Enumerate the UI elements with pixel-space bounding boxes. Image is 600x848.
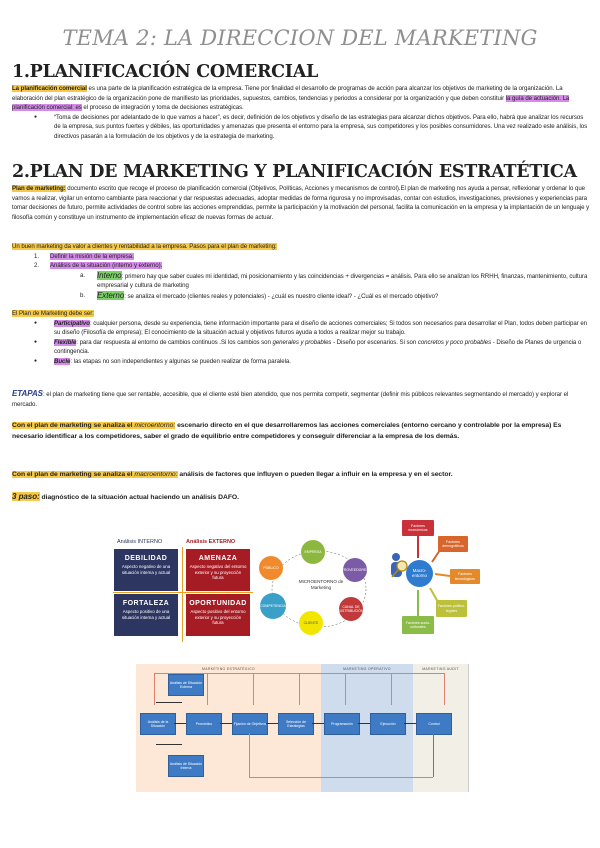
cell-title: DEBILIDAD <box>124 555 168 562</box>
macroentorno-figure <box>380 512 520 652</box>
participativo-label: Participativo <box>54 319 90 327</box>
step-text: Definir la misión de la empresa. <box>50 252 134 260</box>
paso-text: diagnóstico de la situación actual haciendo un análisis DAFO. <box>39 494 240 501</box>
step-1 <box>12 252 590 262</box>
flexible-italic-b: concretos y poco probables <box>417 338 492 346</box>
step-text: Análisis de la situación (interno y externo). <box>50 262 163 270</box>
must-be-block <box>12 309 590 367</box>
factor-socio-culturales: Factores socio-culturales <box>402 616 434 634</box>
cell-desc: Aspecto positivo del entorno exterior y su proyección futura <box>190 609 246 625</box>
zone-label: MARKETING ESTRATÉGICO <box>202 667 255 671</box>
substep-interno <box>12 271 590 291</box>
cell-desc: Aspecto negativo de una situación interna y actual <box>121 564 171 575</box>
internal-header: Análisis INTERNO <box>117 539 163 545</box>
participativo-text: : cualquier persona, desde su experiencia, tiene información importante para el diseño de acciones comerciales; Si todos son necesarios para desarrollar el Plan, todos deben participar en su diseño (Filosofía de empresa); El conocimiento de la situación actual y objetivos futuros ayuda a todos a realizar mejor su trabajo. <box>54 319 588 337</box>
flexible-italic-a: generales y probables <box>272 338 332 346</box>
cell-title: AMENAZA <box>198 555 238 562</box>
must-be-flexible <box>12 338 590 357</box>
node-canal: CANAL DE DISTRIBUCIÓN <box>339 597 363 621</box>
marketing-process-diagram <box>136 664 470 792</box>
microentorno-paragraph <box>12 420 590 442</box>
planificacion-highlight: La planificación comercial <box>12 85 87 92</box>
box-ejecucion: Ejecución <box>370 713 406 735</box>
externo-label: Externo <box>97 290 125 300</box>
micro-text: escenario directo en el que desarrollaremos las acciones comerciales (entorno cercano y controlable por la empresa) Es necesario identificar a los competidores, saber el grado de equilibrio entre competidores y conseguir diferenciar a la empresa de los demás. <box>12 422 562 440</box>
external-header: Análisis EXTERNO <box>186 539 236 545</box>
dafo-horizontal-divider <box>113 592 253 593</box>
dafo-oportunidad <box>186 594 250 636</box>
flexible-text-b: - Diseño por escenarios. Si son <box>331 338 418 346</box>
zone-label: MARKETING OPERATIVO <box>343 667 391 671</box>
dafo-figure <box>113 539 253 647</box>
interno-label: Interno <box>97 270 122 280</box>
section-1-text-b: el proceso de integración y toma de decisiones estratégicas. <box>81 104 244 112</box>
dafo-vertical-divider <box>182 547 183 642</box>
etapas-label: ETAPAS <box>12 389 43 398</box>
plan-marketing-text: documento escrito que recoge el proceso de planificación comercial (Objetivos, Políticas, Acciones y mecanismos de control).El plan de marketing nos ayuda a pensar, reflexionar y ordenar lo que vamos a realizar, vigilar un entorno cambiante para reaccionar y dar respuestas adecuadas, adoptar medidas de forma rigurosa y no improvisadas, contar con estudios, investigaciones, previsiones y experiencias para tomar decisiones de futuro, permite actividades de control sobre las acciones emprendidas, permite la participación y la motivación del personal, facilita la comunicación en la empresa y la implantación de un lenguaje y filosofía común y constituye un instrumento de implementación eficaz de nuevas formas de actuar. <box>12 185 590 221</box>
plan-marketing-paragraph <box>12 184 590 222</box>
section-2-heading: 2.PLAN DE MARKETING Y PLANIFICACIÓN ESTRATÉTICA <box>12 162 577 182</box>
node-publico: PÚBLICO <box>259 556 283 580</box>
macroentorno-paragraph <box>12 469 590 480</box>
cell-title: OPORTUNIDAD <box>189 600 247 607</box>
flexible-label: Flexible <box>54 338 77 346</box>
page-title: TEMA 2: LA DIRECCION DEL MARKETING <box>62 26 538 50</box>
cell-desc: Aspecto positivo de una situación interna y actual <box>121 609 171 620</box>
factor-tecnologicos: Factores tecnológicos <box>450 569 480 584</box>
cell-title: FORTALEZA <box>122 600 170 607</box>
step-number: 2. <box>34 262 39 270</box>
steps-block <box>12 242 590 302</box>
dafo-amenaza <box>186 549 250 591</box>
box-pronostico: Pronóstico <box>186 713 222 735</box>
box-situacion-interna: Análisis de Situación Interna <box>168 755 204 777</box>
etapas-paragraph <box>12 389 590 409</box>
feedback-left <box>249 733 250 777</box>
feedback-right <box>433 733 434 777</box>
substep-letter: b. <box>80 291 85 299</box>
flexible-text-c: - Diseño de Planes de urgencia o contingencia. <box>54 338 582 356</box>
box-objetivos: Fijación de Objetivos <box>232 713 268 735</box>
factor-politico-legales: Factores político-legales <box>436 600 467 617</box>
substep-text: : se analiza el mercado (clientes reales y potenciales) - ¿cuál es nuestro cliente ideal? - ¿Cuál es el mercado objetivo? <box>124 292 439 300</box>
node-competencia: COMPETENCIA <box>260 593 286 619</box>
box-control: Control <box>416 713 452 735</box>
cycle-center-label: MICROENTORNO de Marketing <box>298 579 344 590</box>
feedback-bottom <box>249 777 433 778</box>
micro-term: microentorno: <box>134 422 176 429</box>
section-1-text-a: es una parte de la planificación estratégica de la empresa. Tiene por finalidad el desarrollo de programas de acción para alcanzar los objetivos de marketing de la organización. La elaboración del plan estratégico de la organización pone de manifiesto las prioridades, supuestos, cambios, tendencias y periodos a considerar por la organización y que deben constituir <box>12 85 563 102</box>
guia-highlight: la guía de actuación. La planificación comercial: es <box>12 94 570 112</box>
substep-externo <box>12 291 590 302</box>
node-proveedores: PROVEEDORES <box>343 558 367 582</box>
macro-term: macroentorno: <box>134 471 178 478</box>
must-be-participativo <box>12 319 590 338</box>
section-1-body <box>12 84 590 142</box>
macro-text: análisis de factores que influyen o pueden llegar a influir en la empresa y en el sector. <box>177 471 453 478</box>
microentorno-figure <box>257 537 382 649</box>
steps-intro: Un buen marketing da valor a clientes y rentabilidad a la empresa. Pasos para el plan de marketing: <box>12 243 277 250</box>
box-estrategias: Selección de Estrategias <box>278 713 314 735</box>
step-number: 1. <box>34 252 39 260</box>
person-magnifier-icon <box>388 552 408 586</box>
dafo-debilidad <box>114 549 178 591</box>
zone-label: MARKETING AUDIT <box>422 667 459 671</box>
paso-paragraph <box>12 491 590 503</box>
cell-desc: Aspecto negativo del entorno exterior y su proyección futura <box>189 564 247 580</box>
node-empresa: EMPRESA <box>301 540 325 564</box>
bullet-text: “Toma de decisiones por adelantado de lo que vamos a hacer”, es decir, definición de los objetivos y diseño de las estrategias para alcanzar dichos objetivos. Para ello, habrá que analizar los recursos de la empresa, sus puntos fuertes y débiles, las oportunidades y amenazas que presenta el entorno para la empresa, sus competidores y los posibles consumidores. Una vez realizado este análisis, los directivos pasarán a la formulación de los objetivos y de la estrategia de marketing. <box>54 113 588 140</box>
plan-marketing-highlight: Plan de marketing: <box>12 185 66 192</box>
node-cliente: CLIENTE <box>299 611 323 635</box>
step-2 <box>12 261 590 271</box>
etapas-text: : el plan de marketing tiene que ser rentable, accesible, que el cliente esté bien atendido, que nos permita competir, segmentar (definir mis públicos relevantes segmentando el mercado) y explorar el mercado. <box>12 391 569 408</box>
substep-text: : primero hay que saber cuales mi identidad, mi posicionamiento y las coincidencias + divergencias = análisis. Para ello se analizan los RRHH, finanzas, mantenimiento, cultura empresarial y cultura de marketing <box>97 272 588 290</box>
dafo-fortaleza <box>114 594 178 636</box>
must-be-bucle <box>12 357 590 367</box>
bucle-text: : las etapas no son independientes y algunas se pueden realizar de forma paralela. <box>70 357 291 365</box>
box-programacion: Programación <box>324 713 360 735</box>
factor-demograficos: Factores demográficos <box>438 536 468 552</box>
factor-economicos: Factores económicos <box>402 520 434 536</box>
must-be-intro: El Plan de Marketing debe ser: <box>12 310 94 317</box>
bucle-label: Bucle <box>54 357 71 365</box>
box-analisis-situacion: Análisis de la Situación <box>140 713 176 735</box>
substep-letter: a. <box>80 271 85 279</box>
paso-label: 3 paso: <box>12 492 40 501</box>
macro-lead: Con el plan de marketing se analiza el <box>12 471 135 478</box>
flexible-text-a: : para dar respuesta al entorno de cambios continuos .Si los cambios son <box>76 338 273 346</box>
macro-center: Macro-entorno <box>406 560 433 587</box>
section-1-heading: 1.PLANIFICACIÓN COMERCIAL <box>12 62 318 82</box>
section-1-bullet <box>12 113 590 142</box>
box-situacion-externa: Análisis de Situación Externa <box>168 674 204 696</box>
micro-lead: Con el plan de marketing se analiza el <box>12 422 135 429</box>
